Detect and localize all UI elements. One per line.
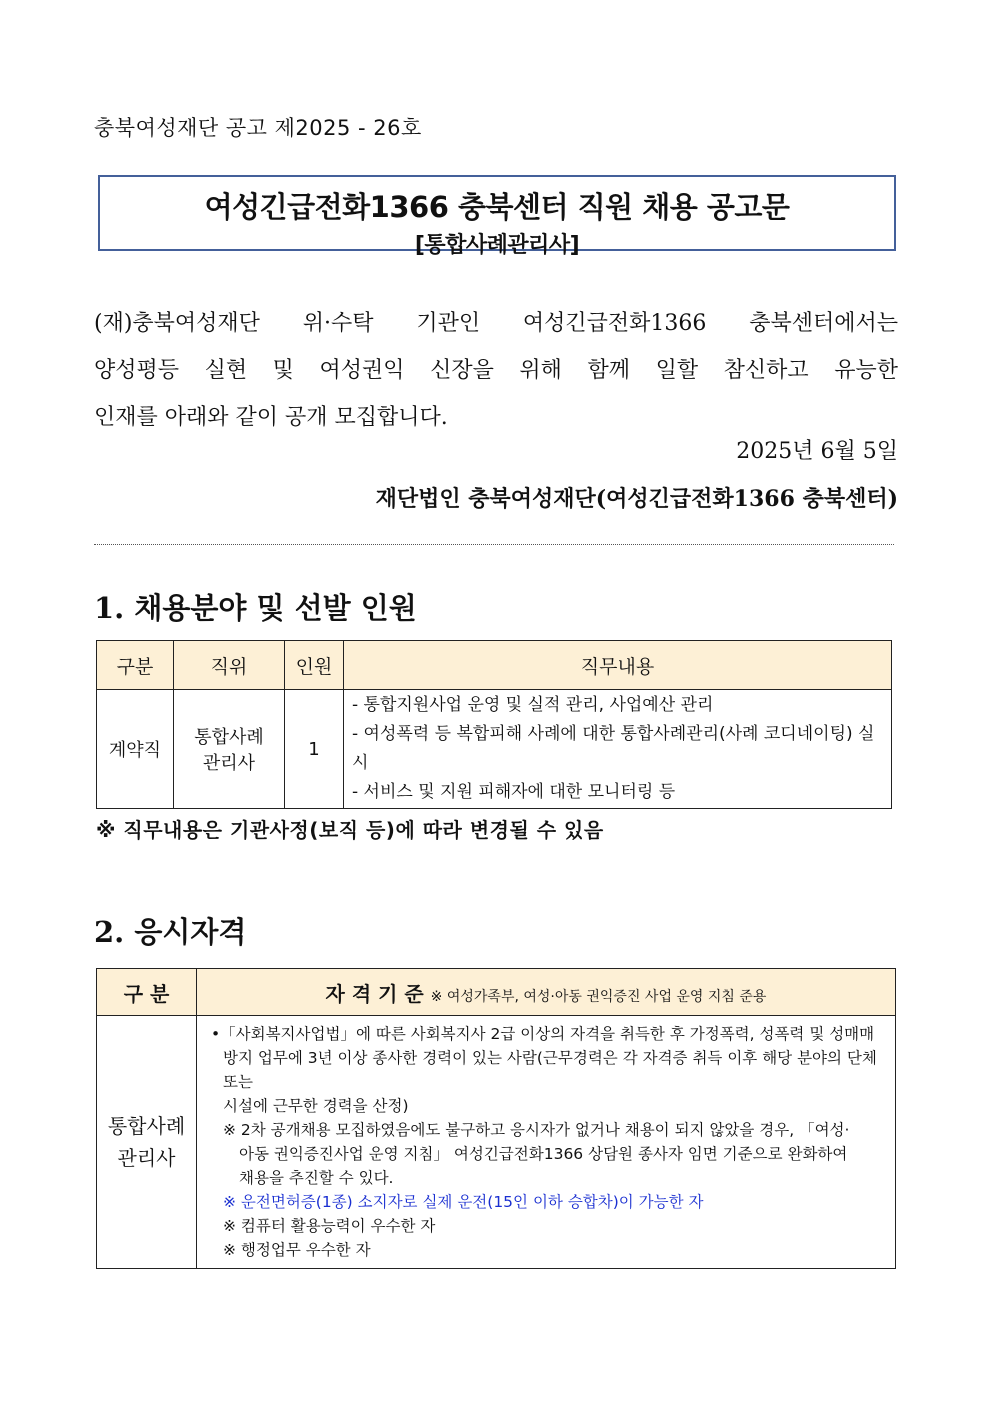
section-heading-qualifications: 2. 응시자격 bbox=[94, 915, 247, 949]
position-line: 관리사 bbox=[202, 753, 256, 774]
criteria-line: ※ 운전면허증(1종) 소지자로 실제 운전(15인 이하 승합차)이 가능한 자 bbox=[223, 1193, 704, 1211]
announcement-date: 2025년 6월 5일 bbox=[736, 439, 898, 464]
section-heading-recruitment: 1. 채용분야 및 선발 인원 bbox=[94, 591, 417, 625]
recruitment-table bbox=[96, 640, 892, 809]
column-header: 직위 bbox=[174, 641, 285, 690]
page-subtitle: [통합사례관리사] bbox=[414, 233, 580, 258]
column-header: 직무내용 bbox=[344, 641, 892, 690]
duty-item: - 서비스 및 지원 피해자에 대한 모니터링 등 bbox=[352, 782, 676, 802]
intro-line: 인재를 아래와 같이 공개 모집합니다. bbox=[94, 405, 448, 430]
column-header: 구 분 bbox=[97, 969, 197, 1016]
position-line: 통합사례 bbox=[194, 727, 264, 748]
category-line: 통합사례 bbox=[107, 1114, 186, 1138]
intro-paragraph bbox=[94, 300, 898, 441]
criteria-line: ※ 컴퓨터 활용능력이 우수한 자 bbox=[223, 1217, 436, 1235]
duties-cell bbox=[344, 690, 892, 809]
duty-item: - 통합지원사업 운영 및 실적 관리, 사업예산 관리 bbox=[352, 695, 714, 715]
category-line: 관리사 bbox=[117, 1146, 176, 1170]
headcount: 1 bbox=[285, 690, 344, 809]
criteria-line: 아동 권익증진사업 운영 지침」 여성긴급전화1366 상담원 종사자 임면 기준으로 완화하여 bbox=[239, 1145, 848, 1163]
table-row bbox=[97, 690, 892, 809]
page-title: 여성긴급전화1366 충북센터 직원 채용 공고문 bbox=[204, 190, 790, 224]
notice-number: 충북여성재단 공고 제2025 - 26호 bbox=[94, 116, 422, 140]
qualifications-table bbox=[96, 968, 896, 1269]
table-header-row bbox=[97, 969, 896, 1016]
criteria-line: 채용을 추진할 수 있다. bbox=[239, 1169, 394, 1187]
dotted-divider bbox=[94, 544, 894, 545]
category-cell bbox=[97, 1016, 197, 1269]
criteria-header-label: 자 격 기 준 bbox=[325, 981, 424, 1006]
criteria-line: 방지 업무에 3년 이상 종사한 경력이 있는 사람(근무경력은 각 자격증 취득 이후 해당 분야의 단체 또는 bbox=[223, 1049, 877, 1091]
intro-line: (재)충북여성재단 위·수탁 기관인 여성긴급전화1366 충북센터에서는 bbox=[94, 311, 898, 336]
organization-name: 재단법인 충북여성재단(여성긴급전화1366 충북센터) bbox=[375, 486, 898, 512]
criteria-line: ※ 2차 공개채용 모집하였음에도 불구하고 응시자가 없거나 채용이 되지 않았을 경우, 「여성· bbox=[223, 1121, 850, 1139]
criteria-cell bbox=[197, 1016, 896, 1269]
criteria-line: ※ 행정업무 우수한 자 bbox=[223, 1241, 371, 1259]
employment-type: 계약직 bbox=[97, 690, 174, 809]
criteria-line: 시설에 근무한 경력을 산정) bbox=[223, 1097, 409, 1115]
criteria-line: •「사회복지사업법」에 따른 사회복지사 2급 이상의 자격을 취득한 후 가정폭력, 성폭력 및 성매매 bbox=[211, 1025, 875, 1043]
column-header: 인원 bbox=[285, 641, 344, 690]
position-cell bbox=[174, 690, 285, 809]
criteria-header-note: ※ 여성가족부, 여성·아동 권익증진 사업 운영 지침 준용 bbox=[430, 988, 767, 1005]
duty-change-note: ※ 직무내용은 기관사정(보직 등)에 따라 변경될 수 있음 bbox=[96, 818, 604, 842]
table-row bbox=[97, 1016, 896, 1269]
intro-line: 양성평등 실현 및 여성권익 신장을 위해 함께 일할 참신하고 유능한 bbox=[94, 358, 898, 383]
table-header-row bbox=[97, 641, 892, 690]
column-header-criteria bbox=[197, 969, 896, 1016]
title-box bbox=[98, 175, 896, 258]
column-header: 구분 bbox=[97, 641, 174, 690]
duty-item: - 여성폭력 등 복합피해 사례에 대한 통합사례관리(사례 코디네이팅) 실시 bbox=[352, 724, 875, 773]
